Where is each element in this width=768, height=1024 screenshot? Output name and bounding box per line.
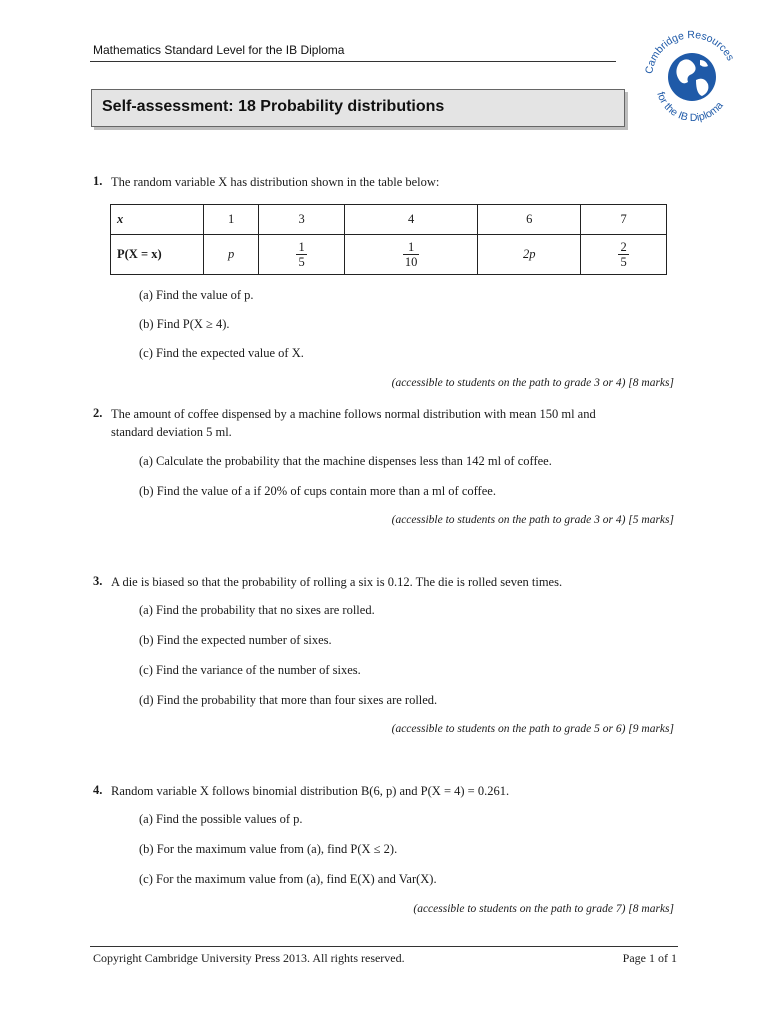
q2-note: (accessible to students on the path to grade 3 or 4) [5 marks] bbox=[391, 514, 674, 526]
q4-part-b: (b) For the maximum value from (a), find P(X ≤ 2). bbox=[139, 842, 398, 856]
table-row bbox=[111, 205, 667, 235]
table-cell bbox=[581, 235, 667, 275]
header-rule bbox=[90, 61, 616, 62]
q4-note: (accessible to students on the path to grade 7) [8 marks] bbox=[413, 903, 674, 915]
table-cell: 2p bbox=[478, 235, 581, 275]
globe-icon bbox=[668, 53, 716, 101]
q3-part-d: (d) Find the probability that more than four sixes are rolled. bbox=[139, 693, 438, 707]
q3-number: 3. bbox=[93, 574, 103, 588]
table-cell: p bbox=[204, 235, 259, 275]
q2-text-line2: standard deviation 5 ml. bbox=[111, 425, 232, 439]
table-cell: 4 bbox=[344, 205, 477, 235]
table-row bbox=[111, 235, 667, 275]
q3-text: A die is biased so that the probability of rolling a six is 0.12. The die is rolled seven times. bbox=[111, 575, 563, 589]
q1-text: The random variable X has distribution shown in the table below: bbox=[111, 175, 440, 189]
q1-part-b: (b) Find P(X ≥ 4). bbox=[139, 317, 230, 331]
logo-text-bottom: for the IB Diploma bbox=[654, 90, 726, 125]
page-title: Self-assessment: 18 Probability distributions bbox=[102, 98, 445, 115]
q2-part-a: (a) Calculate the probability that the machine dispenses less than 142 ml of coffee. bbox=[139, 454, 552, 468]
logo-text-top: Cambridge Resources bbox=[643, 28, 737, 75]
q1-part-c: (c) Find the expected value of X. bbox=[139, 346, 304, 360]
q4-text: Random variable X follows binomial distribution B(6, p) and P(X = 4) = 0.261. bbox=[111, 784, 510, 798]
fraction: $\frac{1}{5}$ bbox=[298, 240, 305, 269]
q2-text-line1: The amount of coffee dispensed by a machine follows normal distribution with mean 150 ml and bbox=[111, 407, 596, 421]
table-cell: 6 bbox=[478, 205, 581, 235]
table-cell: 1 bbox=[204, 205, 259, 235]
fraction: $\frac{2}{5}$ bbox=[620, 240, 627, 269]
q4-part-a: (a) Find the possible values of p. bbox=[139, 812, 303, 826]
q1-part-a: (a) Find the value of p. bbox=[139, 288, 254, 302]
table-cell bbox=[344, 235, 477, 275]
q2-part-b: (b) Find the value of a if 20% of cups contain more than a ml of coffee. bbox=[139, 484, 496, 498]
cambridge-logo bbox=[640, 22, 744, 126]
book-title: Mathematics Standard Level for the IB Diploma bbox=[93, 43, 345, 57]
page-number: Page 1 of 1 bbox=[622, 951, 677, 965]
q1-number: 1. bbox=[93, 174, 103, 188]
q1-note: (accessible to students on the path to grade 3 or 4) [8 marks] bbox=[391, 377, 674, 389]
fraction: $\frac{1}{10}$ bbox=[404, 240, 418, 269]
table-cell bbox=[259, 235, 345, 275]
q3-part-a: (a) Find the probability that no sixes are rolled. bbox=[139, 603, 375, 617]
q2-number: 2. bbox=[93, 406, 103, 420]
q4-number: 4. bbox=[93, 783, 103, 797]
q3-part-c: (c) Find the variance of the number of sixes. bbox=[139, 663, 361, 677]
table-header-x: x bbox=[111, 205, 204, 235]
table-cell: 7 bbox=[581, 205, 667, 235]
table-header-probability: P(X = x) bbox=[111, 235, 204, 275]
q3-note: (accessible to students on the path to grade 5 or 6) [9 marks] bbox=[391, 723, 674, 735]
q4-part-c: (c) For the maximum value from (a), find E(X) and Var(X). bbox=[139, 872, 437, 886]
distribution-table bbox=[110, 204, 667, 275]
q3-part-b: (b) Find the expected number of sixes. bbox=[139, 633, 332, 647]
copyright: Copyright Cambridge University Press 2013. All rights reserved. bbox=[93, 951, 405, 965]
table-cell: 3 bbox=[259, 205, 345, 235]
footer-rule bbox=[90, 946, 678, 947]
